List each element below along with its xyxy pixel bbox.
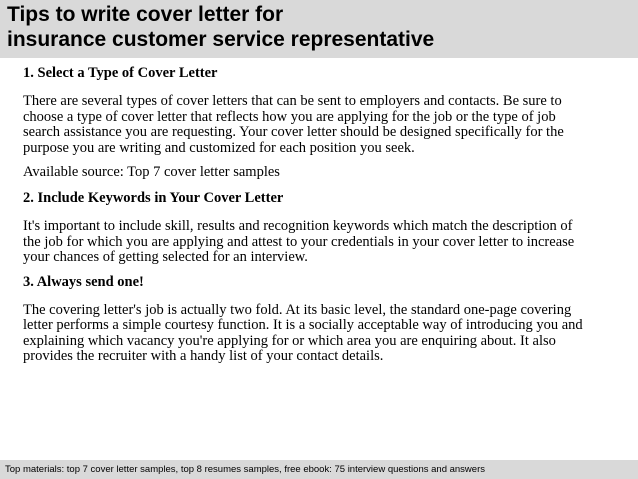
section-2-heading: 2. Include Keywords in Your Cover Letter: [23, 190, 284, 206]
page-title: [7, 2, 434, 52]
footer-text: Top materials: top 7 cover letter samples, top 8 resumes samples, free ebook: 75 interview questions and answers: [5, 464, 485, 475]
paragraph-line: purpose you are writing and customized for each position you seek.: [23, 139, 415, 156]
section-3-paragraph: [23, 303, 613, 365]
section-1-paragraph: [23, 94, 613, 156]
paragraph-line: the job for which you are applying and attest to your credentials in your cover letter to increase: [23, 233, 575, 250]
paragraph-line: choose a type of cover letter that reflects how you are applying for the job or the type of job: [23, 108, 556, 125]
footer-bar: [0, 460, 638, 479]
section-3-heading: 3. Always send one!: [23, 273, 144, 290]
content-body: [23, 65, 613, 373]
paragraph-line: provides the recruiter with a handy list of your contact details.: [23, 348, 384, 364]
paragraph-line: search assistance you are requesting. Your cover letter should be designed specifically for the: [23, 124, 564, 140]
title-line-1: Tips to write cover letter for: [7, 3, 284, 26]
paragraph-line: explaining which vacancy you're applying for or which area you are enquiring about. It also: [23, 332, 556, 349]
title-bar: [0, 0, 638, 58]
section-2-paragraph: [23, 219, 613, 266]
paragraph-line: letter performs a simple courtesy function. It is a socially acceptable way of introducing you and: [23, 317, 583, 333]
section-1-heading: 1. Select a Type of Cover Letter: [23, 65, 218, 81]
available-source-text: Available source: Top 7 cover letter samples: [23, 164, 280, 180]
paragraph-line: your chances of getting selected for an interview.: [23, 249, 308, 265]
paragraph-line: The covering letter's job is actually two fold. At its basic level, the standard one-page covering: [23, 301, 572, 318]
paragraph-line: There are several types of cover letters that can be sent to employers and contacts. Be sure to: [23, 93, 562, 109]
title-line-2: insurance customer service representative: [7, 28, 435, 51]
paragraph-line: It's important to include skill, results and recognition keywords which match the description of: [23, 218, 573, 234]
